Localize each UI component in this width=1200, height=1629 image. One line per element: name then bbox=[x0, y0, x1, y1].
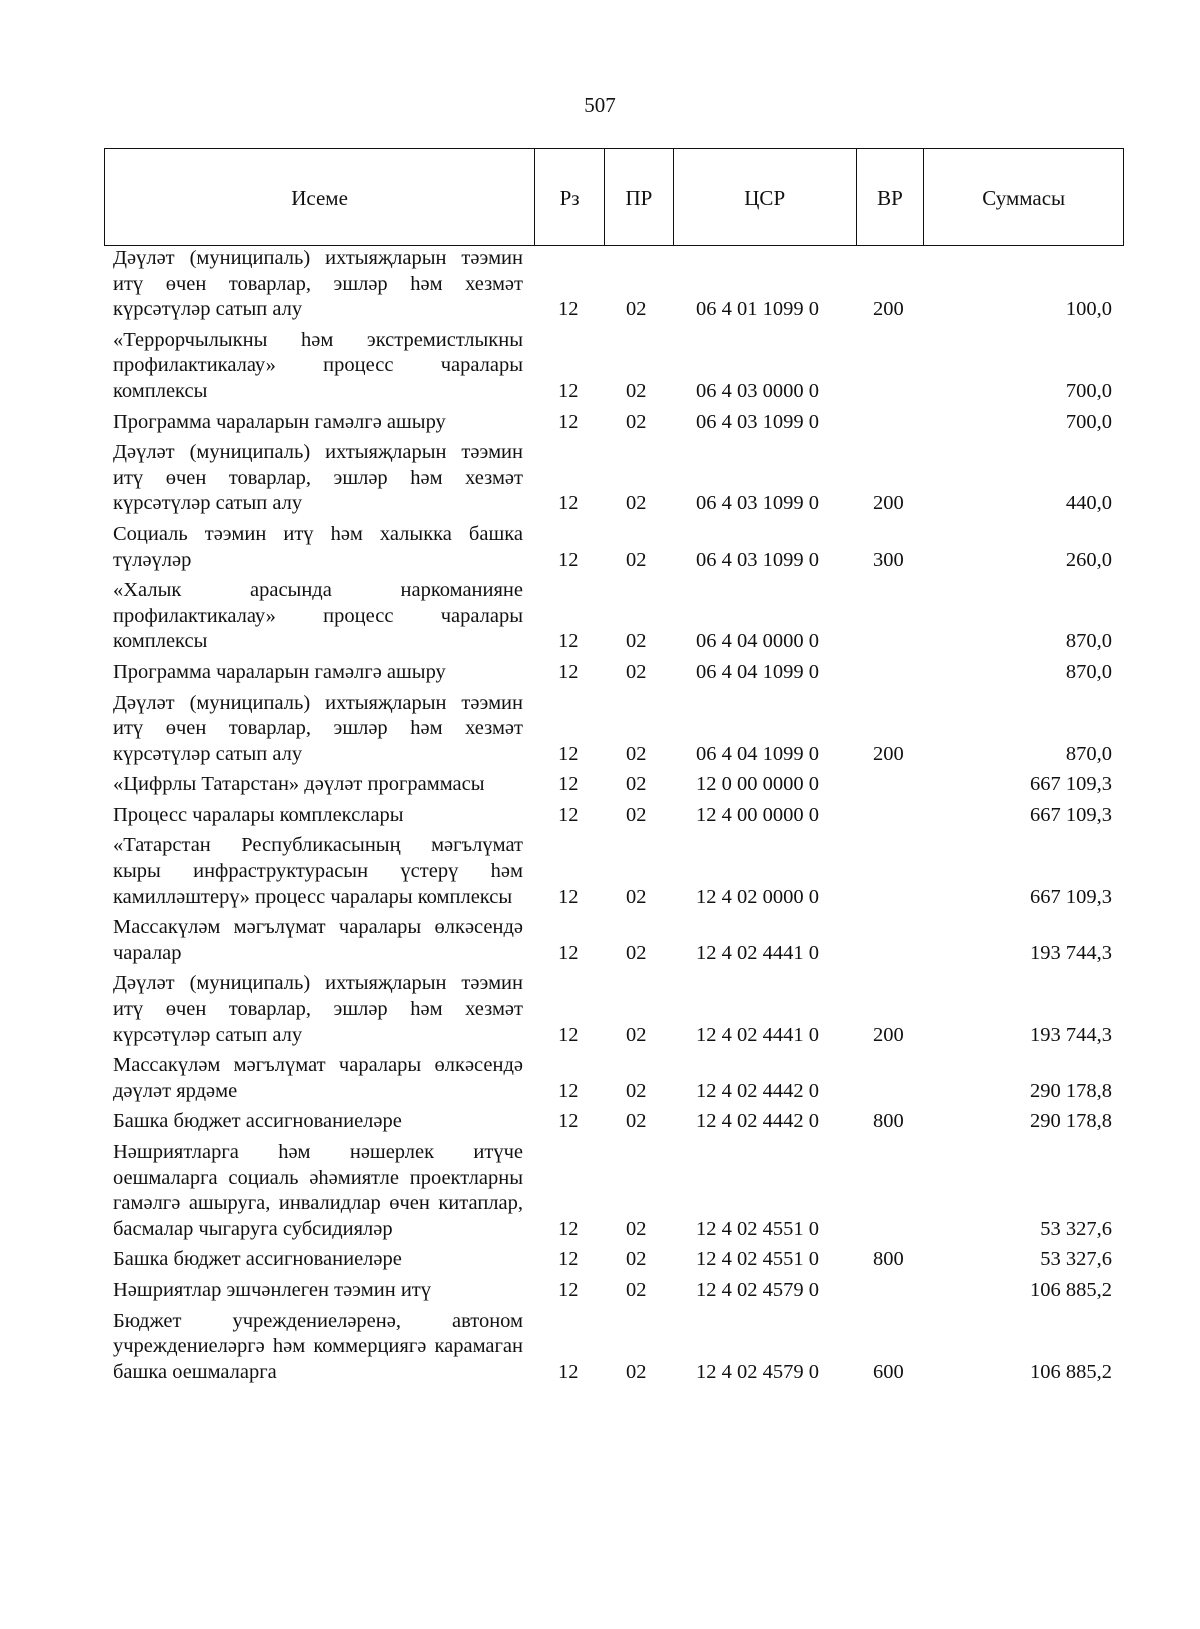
row-csr: 12 4 02 4579 0 bbox=[696, 1360, 819, 1383]
row-sum: 870,0 bbox=[1065, 660, 1112, 683]
table-row bbox=[0, 246, 1200, 323]
row-pr: 02 bbox=[626, 1217, 647, 1240]
row-rz: 12 bbox=[558, 298, 579, 321]
row-csr: 12 4 02 4551 0 bbox=[696, 1248, 819, 1271]
row-rz: 12 bbox=[558, 492, 579, 515]
row-sum: 870,0 bbox=[1065, 742, 1112, 765]
row-vr: 200 bbox=[873, 492, 904, 515]
row-name: «Террорчылыкны һәм экстремистлыкны профилактикалау» процесс чаралары комплексы bbox=[113, 328, 523, 402]
row-csr: 12 4 02 4441 0 bbox=[696, 1023, 819, 1046]
row-name: Башка бюджет ассигнованиеләре bbox=[113, 1110, 402, 1133]
table-row bbox=[0, 1109, 1200, 1135]
row-sum: 53 327,6 bbox=[1040, 1248, 1112, 1271]
table-row bbox=[0, 660, 1200, 686]
row-csr: 12 4 02 0000 0 bbox=[696, 885, 819, 908]
row-pr: 02 bbox=[626, 410, 647, 433]
row-rz: 12 bbox=[558, 1248, 579, 1271]
header-pr: ПР bbox=[605, 149, 674, 245]
row-pr: 02 bbox=[626, 1023, 647, 1046]
row-rz: 12 bbox=[558, 1110, 579, 1133]
table-row bbox=[0, 971, 1200, 1048]
row-rz: 12 bbox=[558, 1278, 579, 1301]
row-name: «Татарстан Республикасының мәгълүмат кыры инфраструктурасын үстерү һәм камилләштерү» процесс чаралары комплексы bbox=[113, 834, 523, 908]
row-rz: 12 bbox=[558, 630, 579, 653]
row-pr: 02 bbox=[626, 1110, 647, 1133]
header-sum: Суммасы bbox=[982, 185, 1066, 210]
row-sum: 440,0 bbox=[1065, 492, 1112, 515]
row-name: Программа чараларын гамәлгә ашыру bbox=[113, 660, 446, 683]
row-rz: 12 bbox=[558, 410, 579, 433]
row-pr: 02 bbox=[626, 773, 647, 796]
table-row bbox=[0, 833, 1200, 910]
row-sum: 700,0 bbox=[1065, 410, 1112, 433]
table-row bbox=[0, 578, 1200, 655]
row-sum: 106 885,2 bbox=[1030, 1360, 1112, 1383]
table-row bbox=[0, 915, 1200, 966]
row-name: Социаль тәэмин итү һәм халыкка башка түләүләр bbox=[113, 522, 523, 571]
table-header bbox=[104, 148, 1124, 246]
row-pr: 02 bbox=[626, 660, 647, 683]
row-sum: 53 327,6 bbox=[1040, 1217, 1112, 1240]
row-vr: 200 bbox=[873, 298, 904, 321]
row-rz: 12 bbox=[558, 941, 579, 964]
row-name: Дәүләт (муниципаль) ихтыяҗларын тәэмин итү өчен товарлар, эшләр һәм хезмәт күрсәтүләр сатып алу bbox=[113, 247, 523, 321]
row-rz: 12 bbox=[558, 742, 579, 765]
row-vr: 800 bbox=[873, 1248, 904, 1271]
row-sum: 667 109,3 bbox=[1030, 773, 1112, 796]
table-row bbox=[0, 1278, 1200, 1304]
row-pr: 02 bbox=[626, 803, 647, 826]
row-name: Дәүләт (муниципаль) ихтыяҗларын тәэмин итү өчен товарлар, эшләр һәм хезмәт күрсәтүләр сатып алу bbox=[113, 441, 523, 515]
row-pr: 02 bbox=[626, 1248, 647, 1271]
page-number: 507 bbox=[584, 93, 616, 117]
row-csr: 06 4 03 1099 0 bbox=[696, 410, 819, 433]
table-row bbox=[0, 440, 1200, 517]
row-rz: 12 bbox=[558, 885, 579, 908]
row-name: Нәшриятларга һәм нәшерлек итүче оешмаларга социаль әһәмиятле проектларны гамәлгә ашыруга, инвалидлар өчен китаплар, басмалар чыгаруга субсидияләр bbox=[113, 1141, 523, 1240]
table-row bbox=[0, 803, 1200, 829]
row-name: Башка бюджет ассигнованиеләре bbox=[113, 1248, 402, 1271]
table-row bbox=[0, 1053, 1200, 1104]
row-csr: 06 4 03 0000 0 bbox=[696, 379, 819, 402]
row-rz: 12 bbox=[558, 803, 579, 826]
row-csr: 12 4 00 0000 0 bbox=[696, 803, 819, 826]
row-vr: 800 bbox=[873, 1110, 904, 1133]
row-name: Дәүләт (муниципаль) ихтыяҗларын тәэмин итү өчен товарлар, эшләр һәм хезмәт күрсәтүләр сатып алу bbox=[113, 972, 523, 1046]
row-pr: 02 bbox=[626, 1079, 647, 1102]
row-rz: 12 bbox=[558, 1360, 579, 1383]
table-row bbox=[0, 772, 1200, 798]
row-name: Бюджет учреждениеләренә, автоном учреждениеләргә һәм коммерциягә карамаган башка оешмаларга bbox=[113, 1309, 523, 1383]
row-csr: 06 4 04 0000 0 bbox=[696, 630, 819, 653]
table-row bbox=[0, 1309, 1200, 1386]
table-row bbox=[0, 1247, 1200, 1273]
row-vr: 200 bbox=[873, 742, 904, 765]
row-sum: 260,0 bbox=[1065, 548, 1112, 571]
table-row bbox=[0, 328, 1200, 405]
row-pr: 02 bbox=[626, 379, 647, 402]
row-rz: 12 bbox=[558, 660, 579, 683]
row-name: «Цифрлы Татарстан» дәүләт программасы bbox=[113, 773, 485, 796]
row-csr: 12 0 00 0000 0 bbox=[696, 773, 819, 796]
row-csr: 12 4 02 4442 0 bbox=[696, 1079, 819, 1102]
row-name: Нәшриятлар эшчәнлеген тәэмин итү bbox=[113, 1278, 432, 1301]
row-name: Программа чараларын гамәлгә ашыру bbox=[113, 410, 446, 433]
table-row bbox=[0, 691, 1200, 768]
row-pr: 02 bbox=[626, 941, 647, 964]
row-csr: 06 4 03 1099 0 bbox=[696, 492, 819, 515]
row-rz: 12 bbox=[558, 773, 579, 796]
row-name: Дәүләт (муниципаль) ихтыяҗларын тәэмин итү өчен товарлар, эшләр һәм хезмәт күрсәтүләр сатып алу bbox=[113, 691, 523, 765]
row-sum: 700,0 bbox=[1065, 379, 1112, 402]
row-sum: 106 885,2 bbox=[1030, 1278, 1112, 1301]
row-csr: 12 4 02 4579 0 bbox=[696, 1278, 819, 1301]
row-pr: 02 bbox=[626, 885, 647, 908]
row-csr: 12 4 02 4442 0 bbox=[696, 1110, 819, 1133]
row-sum: 193 744,3 bbox=[1030, 941, 1112, 964]
table-row bbox=[0, 1140, 1200, 1242]
row-pr: 02 bbox=[626, 548, 647, 571]
row-csr: 06 4 04 1099 0 bbox=[696, 660, 819, 683]
row-sum: 290 178,8 bbox=[1030, 1079, 1112, 1102]
row-rz: 12 bbox=[558, 1079, 579, 1102]
row-vr: 200 bbox=[873, 1023, 904, 1046]
row-rz: 12 bbox=[558, 1217, 579, 1240]
row-name: Массакүләм мәгълүмат чаралары өлкәсендә чаралар bbox=[113, 916, 523, 964]
table-row bbox=[0, 410, 1200, 436]
row-sum: 667 109,3 bbox=[1030, 885, 1112, 908]
row-sum: 870,0 bbox=[1065, 630, 1112, 653]
row-vr: 300 bbox=[873, 548, 904, 571]
header-vr: ВР bbox=[857, 149, 925, 245]
row-sum: 100,0 bbox=[1065, 298, 1112, 321]
row-sum: 290 178,8 bbox=[1030, 1110, 1112, 1133]
table-row bbox=[0, 522, 1200, 573]
header-rz: Рз bbox=[535, 149, 605, 245]
row-csr: 06 4 04 1099 0 bbox=[696, 742, 819, 765]
row-csr: 12 4 02 4551 0 bbox=[696, 1217, 819, 1240]
row-name: Массакүләм мәгълүмат чаралары өлкәсендә дәүләт ярдәме bbox=[113, 1054, 523, 1102]
row-name: «Халык арасында наркоманияне профилактикалау» процесс чаралары комплексы bbox=[113, 579, 523, 653]
header-csr: ЦСР bbox=[674, 149, 857, 245]
header-name: Исеме bbox=[105, 149, 535, 245]
row-csr: 06 4 01 1099 0 bbox=[696, 298, 819, 321]
row-pr: 02 bbox=[626, 492, 647, 515]
row-vr: 600 bbox=[873, 1360, 904, 1383]
table-body bbox=[0, 246, 1200, 1390]
row-rz: 12 bbox=[558, 548, 579, 571]
row-sum: 193 744,3 bbox=[1030, 1023, 1112, 1046]
row-name: Процесс чаралары комплекслары bbox=[113, 803, 404, 826]
row-rz: 12 bbox=[558, 379, 579, 402]
row-csr: 12 4 02 4441 0 bbox=[696, 941, 819, 964]
row-pr: 02 bbox=[626, 1278, 647, 1301]
row-rz: 12 bbox=[558, 1023, 579, 1046]
row-csr: 06 4 03 1099 0 bbox=[696, 548, 819, 571]
row-pr: 02 bbox=[626, 1360, 647, 1383]
row-pr: 02 bbox=[626, 742, 647, 765]
row-pr: 02 bbox=[626, 298, 647, 321]
row-pr: 02 bbox=[626, 630, 647, 653]
row-sum: 667 109,3 bbox=[1030, 803, 1112, 826]
